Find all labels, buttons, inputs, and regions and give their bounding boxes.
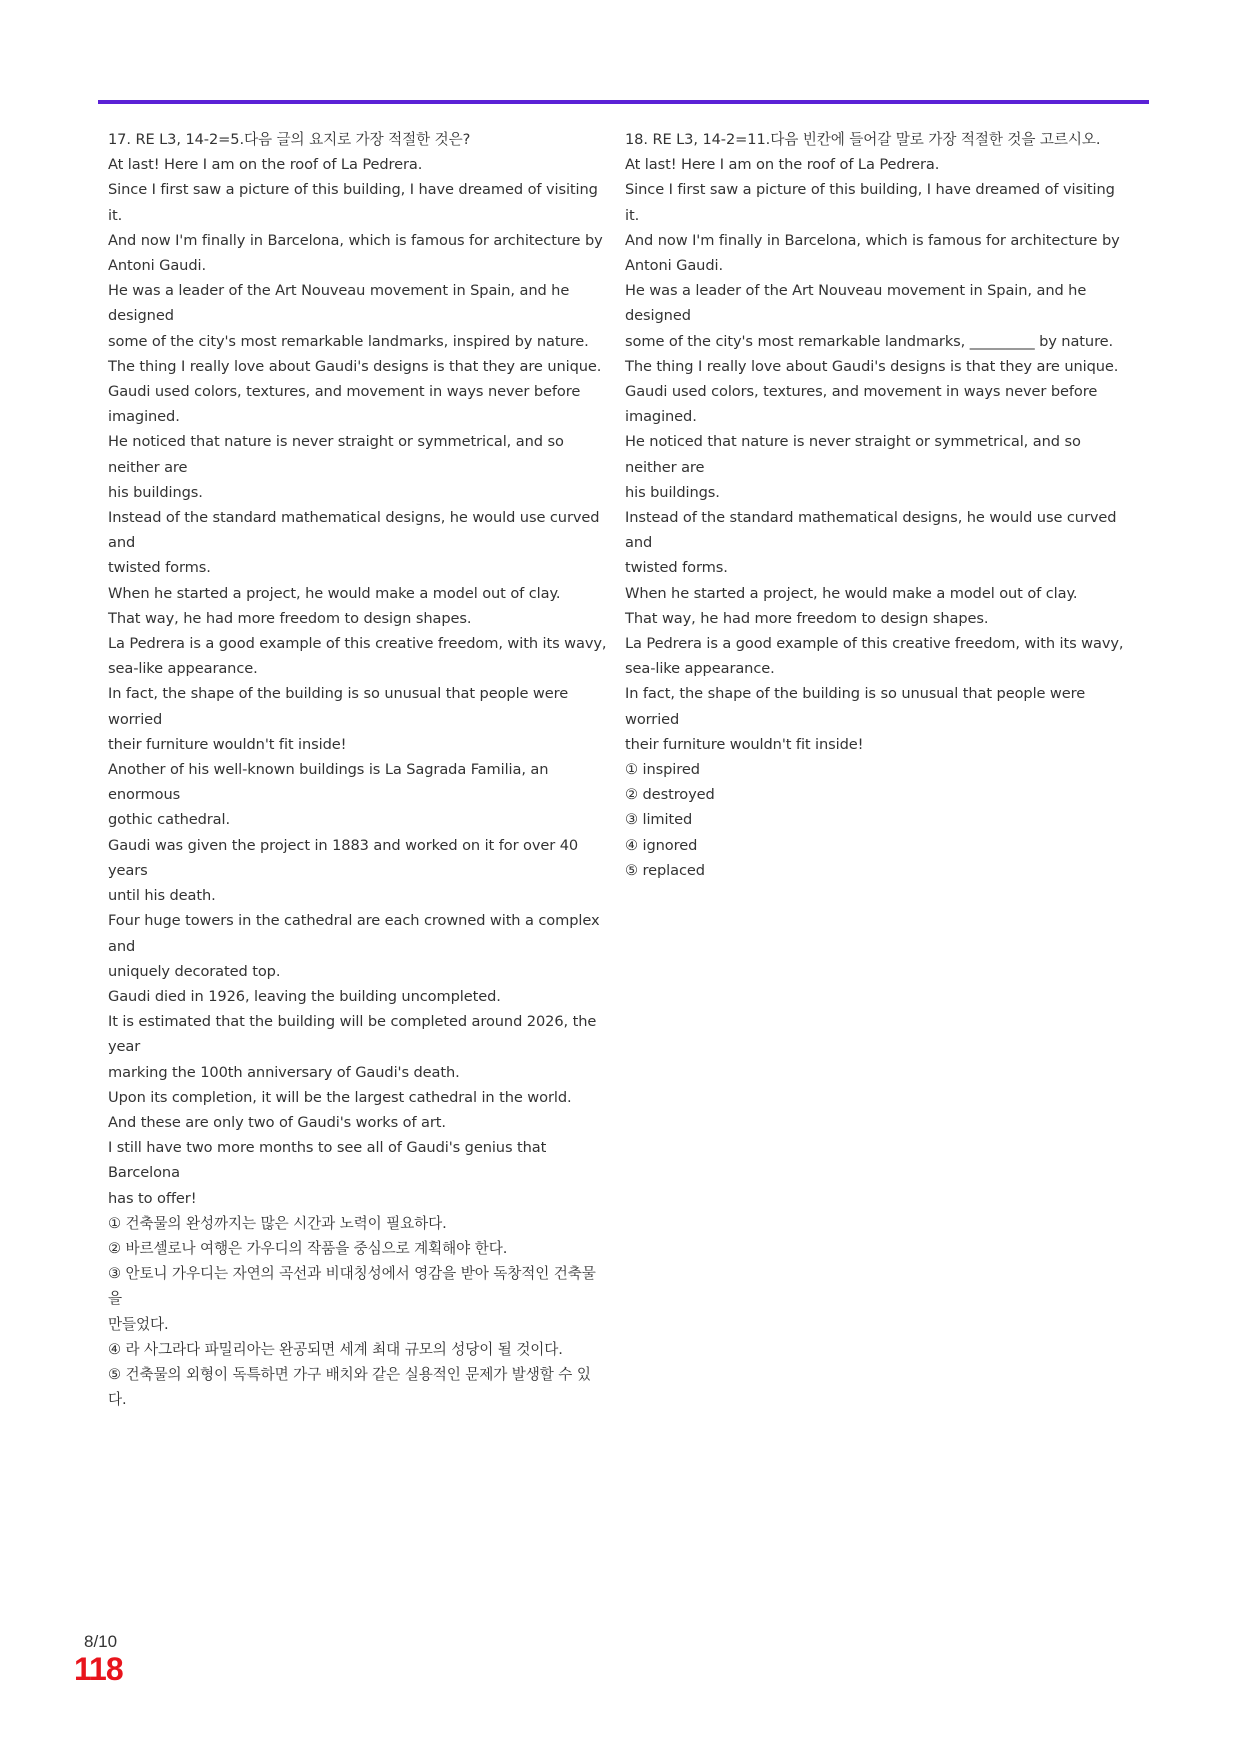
text-line: He noticed that nature is never straight or symmetrical, and so neither are — [108, 433, 569, 476]
text-line: Four huge towers in the cathedral are each crowned with a complex and — [108, 912, 605, 955]
text-line: ⑤ 건축물의 외형이 독특하면 가구 배치와 같은 실용적인 문제가 발생할 수 있다. — [108, 1365, 591, 1409]
text-line: ③ 안토니 가우디는 자연의 곡선과 비대칭성에서 영감을 받아 독창적인 건축물을 — [108, 1265, 596, 1308]
text-line: At last! Here I am on the roof of La Pedrera. — [108, 156, 423, 174]
text-line: That way, he had more freedom to design shapes. — [625, 609, 989, 627]
text-line: ① inspired — [625, 761, 700, 779]
text-line: Instead of the standard mathematical designs, he would use curved and — [625, 509, 1121, 552]
text-line: until his death. — [108, 887, 216, 905]
page-number: 118 — [74, 1651, 123, 1687]
text-line: In fact, the shape of the building is so unusual that people were worried — [625, 685, 1090, 728]
header-rule — [98, 100, 1149, 104]
text-line: imagined. — [625, 408, 697, 426]
question-17 — [108, 127, 608, 1412]
text-line: ④ ignored — [625, 836, 698, 854]
text-line: his buildings. — [625, 483, 720, 501]
text-line: gothic cathedral. — [108, 811, 230, 829]
text-line: When he started a project, he would make a model out of clay. — [108, 584, 561, 602]
text-line: ② 바르셀로나 여행은 가우디의 작품을 중심으로 계획해야 한다. — [108, 1239, 508, 1257]
text-line: The thing I really love about Gaudi's designs is that they are unique. — [625, 357, 1119, 375]
text-line: ① 건축물의 완성까지는 많은 시간과 노력이 필요하다. — [108, 1214, 447, 1232]
text-line: Gaudi used colors, textures, and movement in ways never before — [108, 383, 581, 401]
text-line: He noticed that nature is never straight or symmetrical, and so neither are — [625, 433, 1086, 476]
page-fraction: 8/10 — [84, 1632, 118, 1651]
text-line: And these are only two of Gaudi's works of art. — [108, 1113, 446, 1131]
text-line: ④ 라 사그라다 파밀리아는 완공되면 세계 최대 규모의 성당이 될 것이다. — [108, 1340, 563, 1358]
text-line: 만들었다. — [108, 1315, 169, 1333]
text-line: twisted forms. — [108, 559, 211, 577]
text-line: ② destroyed — [625, 786, 715, 804]
question-18 — [625, 127, 1125, 883]
text-line: La Pedrera is a good example of this creative freedom, with its wavy, — [625, 635, 1124, 653]
text-line: And now I'm finally in Barcelona, which is famous for architecture by — [625, 231, 1120, 249]
text-line: At last! Here I am on the roof of La Pedrera. — [625, 156, 940, 174]
question-heading: 17. RE L3, 14-2=5.다음 글의 요지로 가장 적절한 것은? — [108, 131, 471, 148]
text-line: Since I first saw a picture of this building, I have dreamed of visiting it. — [108, 181, 603, 224]
text-line: ③ limited — [625, 811, 693, 829]
text-line: That way, he had more freedom to design shapes. — [108, 609, 472, 627]
text-line: Gaudi used colors, textures, and movement in ways never before — [625, 383, 1098, 401]
text-line: twisted forms. — [625, 559, 728, 577]
text-line: has to offer! — [108, 1189, 197, 1207]
text-line: some of the city's most remarkable landmarks, _________ by nature. — [625, 332, 1114, 350]
text-line: Since I first saw a picture of this building, I have dreamed of visiting it. — [625, 181, 1120, 224]
text-line: their furniture wouldn't fit inside! — [625, 735, 864, 753]
text-line: imagined. — [108, 408, 180, 426]
text-line: I still have two more months to see all of Gaudi's genius that Barcelona — [108, 1139, 551, 1182]
text-line: marking the 100th anniversary of Gaudi's death. — [108, 1063, 460, 1081]
text-line: Instead of the standard mathematical designs, he would use curved and — [108, 509, 604, 552]
text-line: When he started a project, he would make a model out of clay. — [625, 584, 1078, 602]
text-line: his buildings. — [108, 483, 203, 501]
text-line: He was a leader of the Art Nouveau movement in Spain, and he designed — [625, 282, 1091, 325]
text-line: Gaudi died in 1926, leaving the building uncompleted. — [108, 987, 501, 1005]
text-line: their furniture wouldn't fit inside! — [108, 735, 347, 753]
text-line: Antoni Gaudi. — [108, 257, 206, 275]
text-line: It is estimated that the building will be completed around 2026, the year — [108, 1013, 601, 1056]
text-line: sea-like appearance. — [625, 660, 775, 678]
text-line: La Pedrera is a good example of this creative freedom, with its wavy, — [108, 635, 607, 653]
text-line: And now I'm finally in Barcelona, which is famous for architecture by — [108, 231, 603, 249]
text-line: sea-like appearance. — [108, 660, 258, 678]
text-line: ⑤ replaced — [625, 861, 705, 879]
text-line: Antoni Gaudi. — [625, 257, 723, 275]
text-line: He was a leader of the Art Nouveau movement in Spain, and he designed — [108, 282, 574, 325]
text-line: Another of his well-known buildings is La Sagrada Familia, an enormous — [108, 761, 553, 804]
text-line: uniquely decorated top. — [108, 962, 281, 980]
text-line: Gaudi was given the project in 1883 and worked on it for over 40 years — [108, 836, 583, 879]
text-line: The thing I really love about Gaudi's designs is that they are unique. — [108, 357, 602, 375]
text-line: some of the city's most remarkable landmarks, inspired by nature. — [108, 332, 589, 350]
question-heading: 18. RE L3, 14-2=11.다음 빈칸에 들어갈 말로 가장 적절한 것을 고르시오. — [625, 131, 1101, 148]
text-line: Upon its completion, it will be the largest cathedral in the world. — [108, 1088, 572, 1106]
text-line: In fact, the shape of the building is so unusual that people were worried — [108, 685, 573, 728]
